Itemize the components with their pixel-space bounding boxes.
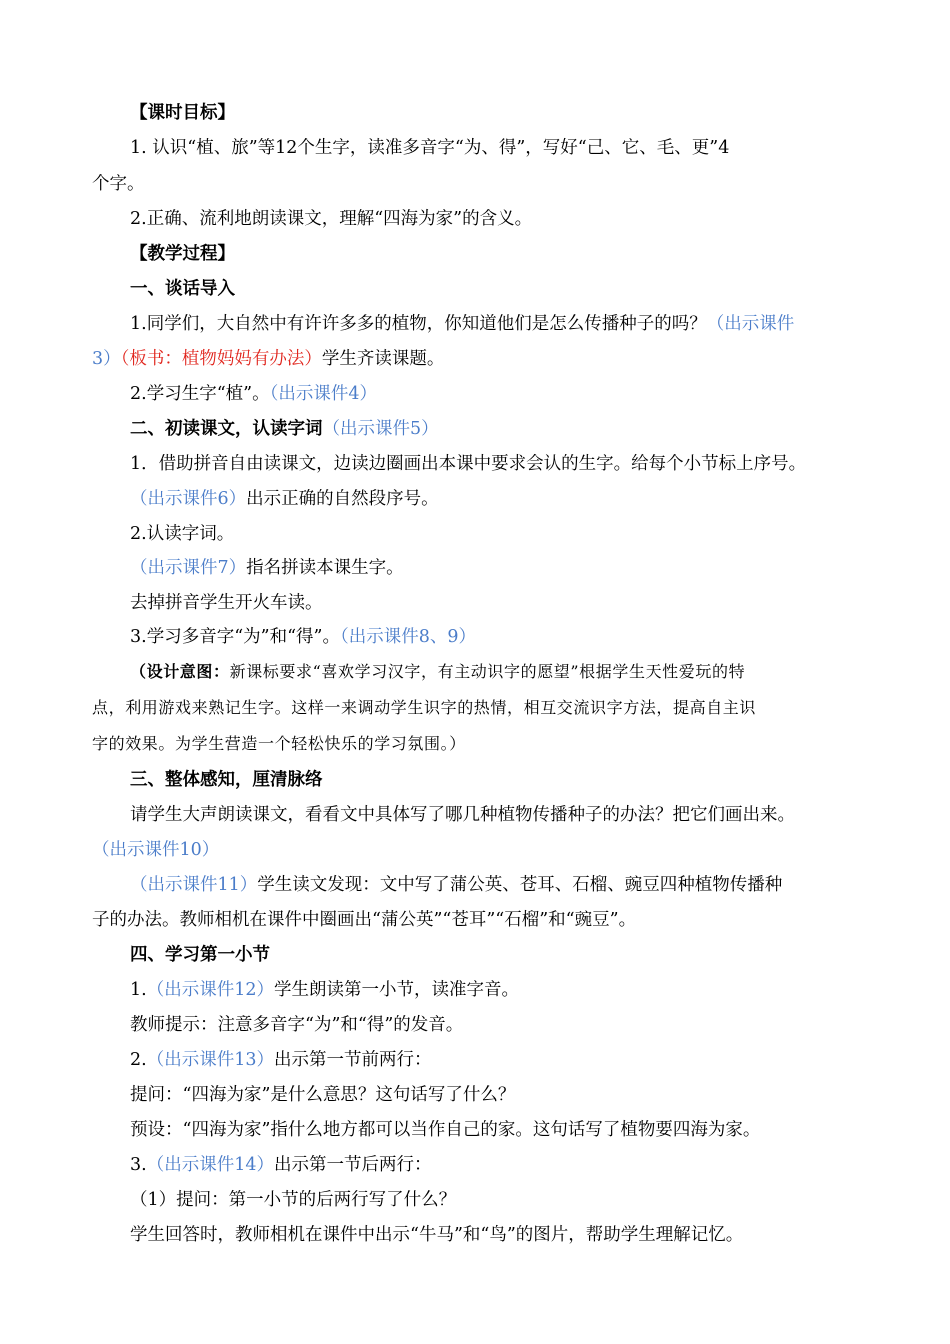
p2-3-text: 指名拼读本课生字。: [246, 558, 404, 578]
p1-2-text: 2.学习生字“植”。: [130, 384, 270, 404]
p3-2-text: 学生读文发现：文中写了蒲公英、苍耳、石榴、豌豆四种植物传播种: [257, 875, 783, 895]
p4-1-num: 1.: [130, 980, 147, 1000]
part-3-title: [130, 768, 860, 792]
part-4-item-4: [130, 1083, 860, 1107]
p4-6-text: 出示第一节后两行：: [273, 1155, 432, 1175]
p4-4-text: 提问：“四海为家”是什么意思？这句话写了什么？: [130, 1085, 516, 1105]
part-2-title: [130, 417, 860, 441]
p2-2-text: 2.认读字词。: [130, 524, 235, 544]
p1-1-text: 1.同学们，大自然中有许许多多的植物，你知道他们是怎么传播种子的吗？: [130, 314, 707, 334]
part-4-title-text: 四、学习第一小节: [130, 945, 270, 965]
p2-4-text: 去掉拼音学生开火车读。: [130, 593, 323, 613]
courseware-ref: 3）: [92, 349, 121, 369]
part-2-item-1-cont: [130, 487, 860, 511]
courseware-ref: （出示课件12）: [146, 980, 274, 1000]
goal-1-line-2: [92, 172, 860, 196]
goal-1-text-a: 1. 认识“植、旅”等12个生字，读准多音字“为、得”，写好“己、它、毛、更”4: [130, 138, 730, 158]
p2-1-text: 1．借助拼音自由读课文，边读边圈画出本课中要求会认的生字。给每个小节标上序号。: [130, 454, 807, 474]
part-4-item-3: [130, 1048, 860, 1072]
part-4-title: [130, 943, 860, 967]
part-3-item-1: [130, 803, 860, 827]
part-1-title-text: 一、谈话导入: [130, 279, 235, 299]
p4-5-text: 预设：“四海为家”指什么地方都可以当作自己的家。这句话写了植物要四海为家。: [130, 1120, 761, 1140]
courseware-ref: （出示课件8、9）: [339, 627, 477, 647]
courseware-ref: （出示课件13）: [146, 1050, 274, 1070]
process-heading-text: 【教学过程】: [130, 244, 235, 264]
part-1-item-1: [130, 312, 860, 336]
process-heading: [130, 242, 860, 266]
part-4-item-5: [130, 1118, 860, 1142]
part-4-item-7: [130, 1188, 860, 1212]
p4-3-text: 出示第一节前两行：: [273, 1050, 432, 1070]
p4-1-text: 学生朗读第一小节，读准字音。: [273, 980, 519, 1000]
p3-2b-text: 子的办法。教师相机在课件中圈画出“蒲公英”“苍耳”“石榴”和“豌豆”。: [92, 910, 637, 930]
part-4-item-1: [130, 978, 860, 1002]
design-intent-text-1: 新课标要求“喜欢学习汉字，有主动识字的愿望”根据学生天性爱玩的特: [229, 662, 746, 681]
design-intent-text-3: 字的效果。为学生营造一个轻松快乐的学习氛围。）: [92, 734, 466, 753]
p4-7-text: （1）提问：第一小节的后两行写了什么？: [130, 1190, 457, 1210]
part-2-item-3: [130, 556, 860, 580]
part-1-item-2: [130, 382, 860, 406]
p3-1-text: 请学生大声朗读课文，看看文中具体写了哪几种植物传播种子的办法？把它们画出来。: [130, 805, 795, 825]
design-intent-label: （设计意图：: [130, 662, 230, 681]
goal-2: [130, 207, 860, 231]
goal-2-text: 2.正确、流利地朗读课文，理解“四海为家”的含义。: [130, 209, 533, 229]
p4-8-text: 学生回答时，教师相机在课件中出示“牛马”和“鸟”的图片，帮助学生理解记忆。: [130, 1225, 744, 1245]
design-intent-line-1: [130, 660, 860, 684]
goals-heading: [130, 101, 860, 125]
part-3-item-2-cont: [92, 908, 860, 932]
part-2-item-5: [130, 625, 860, 649]
part-2-title-text: 二、初读课文，认读字词: [130, 419, 323, 439]
courseware-ref: （出示课件11）: [130, 875, 258, 895]
p4-6-num: 3.: [130, 1155, 147, 1175]
board-note: （板书：植物妈妈有办法）: [120, 349, 322, 369]
part-1-title: [130, 277, 860, 301]
part-3-item-2: [130, 873, 860, 897]
part-3-item-1-cont: [92, 838, 860, 862]
courseware-ref: （出示课件4）: [269, 384, 377, 404]
part-4-item-8: [130, 1223, 860, 1247]
courseware-ref: （出示课件14）: [146, 1155, 274, 1175]
design-intent-line-2: [92, 696, 860, 720]
part-4-item-2: [130, 1013, 860, 1037]
courseware-ref: （出示课件10）: [92, 840, 220, 860]
part-2-item-1: [130, 452, 860, 476]
design-intent-line-3: [92, 732, 860, 756]
p2-5-text: 3.学习多音字“为”和“得”。: [130, 627, 340, 647]
courseware-ref: （出示课件5）: [322, 419, 439, 439]
goals-heading-text: 【课时目标】: [130, 103, 235, 123]
p1-1b-text: 学生齐读课题。: [321, 349, 445, 369]
p4-2-text: 教师提示：注意多音字“为”和“得”的发音。: [130, 1015, 464, 1035]
part-2-item-4: [130, 591, 860, 615]
part-1-item-1-cont: [92, 347, 860, 371]
part-2-item-2: [130, 522, 860, 546]
goal-1-line-1: [130, 136, 860, 160]
part-3-title-text: 三、整体感知，厘清脉络: [130, 770, 323, 790]
courseware-ref: （出示课件7）: [130, 558, 247, 578]
courseware-ref: （出示课件: [706, 314, 795, 334]
p2-1b-text: 出示正确的自然段序号。: [246, 489, 439, 509]
goal-1-text-b: 个字。: [92, 174, 145, 194]
part-4-item-6: [130, 1153, 860, 1177]
p4-3-num: 2.: [130, 1050, 147, 1070]
design-intent-text-2: 点，利用游戏来熟记生字。这样一来调动学生识字的热情，相互交流识字方法，提高自主识: [92, 698, 757, 717]
courseware-ref: （出示课件6）: [130, 489, 247, 509]
